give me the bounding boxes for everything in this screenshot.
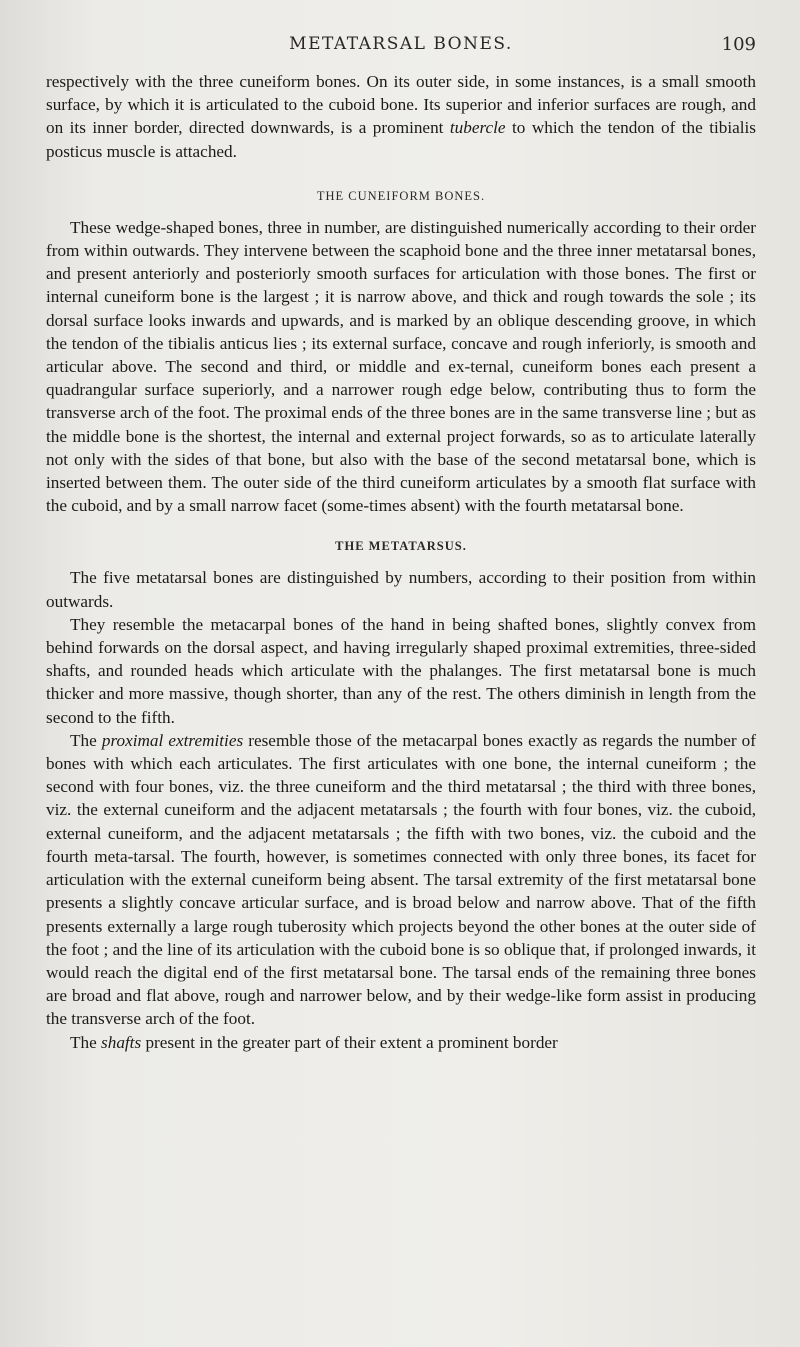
text-run: resemble those of the metacarpal bones exactly as regards the number of bones with which each articulates. The first articulates with one bone, the internal cuneiform ; the second with four bones, viz. the three cuneiform and the third metatarsal ; the third with three bones, viz. the external cuneiform and the adjacent metatarsals ; the fourth with four bones, viz. the cuboid, external cuneiform, and the adjacent metatarsals ; the fifth with two bones, viz. the cuboid and the fourth meta-tarsal. The fourth, however, is sometimes connected with only three bones, its facet for articulation with the external cuneiform being absent. The tarsal extremity of the first metatarsal bone presents a slightly concave articular surface, and is broad below and narrow above. That of the fifth presents externally a large rough tuberosity which projects beyond the other bones at the outer side of the foot ; and the line of its articulation with the cuboid bone is so oblique that, if prolonged inwards, it would reach the digital end of the first metatarsal bone. The tarsal ends of the remaining three bones are broad and flat above, rough and narrower below, and by their wedge-like form assist in producing the transverse arch of the foot. xyxy=(46,730,756,1029)
text-run: The xyxy=(70,730,102,750)
paragraph-shafts xyxy=(46,1031,756,1054)
italic-term: shafts xyxy=(101,1032,142,1052)
page-header xyxy=(46,30,756,70)
section-heading-metatarsus: THE METATARSUS. xyxy=(335,539,467,554)
running-head: METATARSAL BONES. xyxy=(289,34,513,54)
paragraph-continuation xyxy=(46,70,756,163)
paragraph-proximal-extremities xyxy=(46,729,756,1031)
section-heading-cuneiform: THE CUNEIFORM BONES. xyxy=(316,188,486,203)
text-run: present in the greater part of their extent a prominent border xyxy=(141,1032,558,1052)
text-run: to which the tendon of the tibialis posticus muscle is attached. xyxy=(46,118,756,161)
paragraph-metatarsal-resemblance: They resemble the metacarpal bones of the hand in being shafted bones, slightly convex from behind forwards on the dorsal aspect, and having irregularly shaped proximal extremities, three-sided shafts, and rounded heads which articulate with the phalanges. The first metatarsal bone is much thicker and more massive, though shorter, than any of the rest. The others diminish in length from the second to the fifth. xyxy=(46,614,756,727)
paragraph-cuneiform: These wedge-shaped bones, three in number, are distinguished numerically according to their order from within outwards. They intervene between the scaphoid bone and the three inner metatarsal bones, and present anteriorly and posteriorly smooth surfaces for articulation with those bones. The first or internal cuneiform bone is the largest ; it is narrow above, and thick and rough towards the sole ; its dorsal surface looks inwards and upwards, and is marked by an oblique descending groove, in which the tendon of the tibialis anticus lies ; its external surface, concave and rough inferiorly, is smooth and articular above. The second and third, or middle and ex-ternal, cuneiform bones each present a quadrangular surface superiorly, and a narrower rough edge below, contributing thus to form the transverse arch of the foot. The proximal ends of the three bones are in the same transverse line ; but as the middle bone is the shortest, the internal and external project forwards, so as to articulate laterally not only with the sides of that bone, but also with the base of the second metatarsal bone, which is inserted between them. The outer side of the third cuneiform articulates by a smooth flat surface with the cuboid, and by a small narrow facet (some-times absent) with the fourth metatarsal bone. xyxy=(46,217,756,516)
italic-term: tubercle xyxy=(449,118,506,138)
italic-term: proximal extremities xyxy=(101,730,244,750)
text-run: The xyxy=(70,1032,102,1052)
text-run: respectively with the three cuneiform bones. On its outer side, in some instances, is a small smooth surface, by which it is articulated to the cuboid bone. Its superior and inferior surfaces are rough, and on its inner border, directed downwards, is a prominent xyxy=(46,72,756,138)
paragraph-metatarsal-intro: The five metatarsal bones are distinguished by numbers, according to their position from within outwards. xyxy=(46,568,756,611)
page-number: 109 xyxy=(721,34,756,55)
